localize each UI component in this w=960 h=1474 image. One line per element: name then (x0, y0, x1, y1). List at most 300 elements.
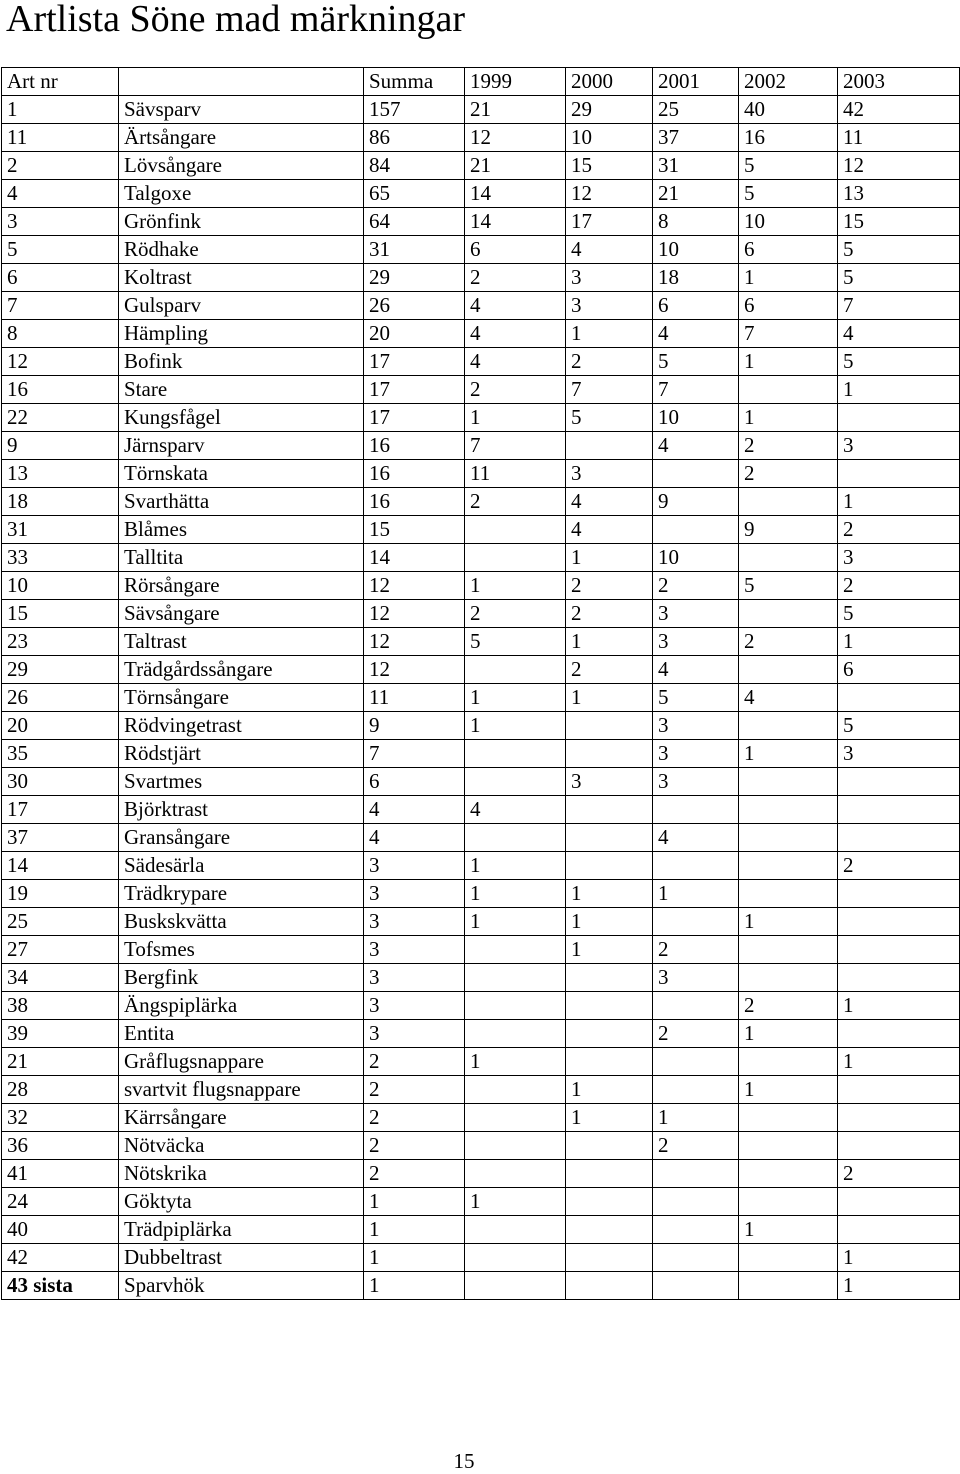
cell-y2000 (566, 1272, 653, 1300)
cell-species: Entita (119, 1020, 364, 1048)
species-table (1, 67, 960, 1300)
cell-species: Nötskrika (119, 1160, 364, 1188)
cell-species: Blåmes (119, 516, 364, 544)
cell-y2001: 1 (653, 880, 739, 908)
cell-species: Grönfink (119, 208, 364, 236)
cell-y2002 (739, 712, 838, 740)
cell-summa: 7 (364, 740, 465, 768)
cell-art-nr: 43 sista (2, 1272, 119, 1300)
cell-y2001: 10 (653, 404, 739, 432)
cell-summa: 65 (364, 180, 465, 208)
table-row (2, 1020, 960, 1048)
cell-species: Bergfink (119, 964, 364, 992)
cell-y2003 (838, 404, 960, 432)
table-row (2, 544, 960, 572)
cell-art-nr: 2 (2, 152, 119, 180)
cell-y2000: 3 (566, 264, 653, 292)
cell-art-nr: 39 (2, 1020, 119, 1048)
cell-y2002 (739, 824, 838, 852)
cell-y2003: 2 (838, 1160, 960, 1188)
document-title: Artlista Söne mad märkningar (6, 0, 466, 40)
cell-art-nr: 1 (2, 96, 119, 124)
cell-y2002 (739, 1104, 838, 1132)
cell-y1999: 1 (465, 908, 566, 936)
cell-species: Rödvingetrast (119, 712, 364, 740)
cell-y1999: 1 (465, 880, 566, 908)
cell-y2001 (653, 1160, 739, 1188)
cell-y1999 (465, 964, 566, 992)
cell-art-nr: 16 (2, 376, 119, 404)
cell-y2003: 11 (838, 124, 960, 152)
cell-species: Hämpling (119, 320, 364, 348)
table-row (2, 1132, 960, 1160)
cell-y2000: 3 (566, 768, 653, 796)
cell-species: Koltrast (119, 264, 364, 292)
cell-y2000: 29 (566, 96, 653, 124)
cell-y2000 (566, 1244, 653, 1272)
cell-summa: 12 (364, 628, 465, 656)
cell-species: Gulsparv (119, 292, 364, 320)
cell-art-nr: 14 (2, 852, 119, 880)
table-header-row (2, 68, 960, 96)
cell-y1999: 4 (465, 320, 566, 348)
cell-y2000: 1 (566, 628, 653, 656)
cell-y2000 (566, 1048, 653, 1076)
cell-summa: 2 (364, 1160, 465, 1188)
cell-y2001 (653, 1216, 739, 1244)
cell-y2001: 5 (653, 684, 739, 712)
table-row (2, 880, 960, 908)
cell-y2000: 1 (566, 1104, 653, 1132)
table-row (2, 936, 960, 964)
cell-y2002: 2 (739, 432, 838, 460)
cell-art-nr: 28 (2, 1076, 119, 1104)
cell-y1999 (465, 992, 566, 1020)
cell-y2001 (653, 1188, 739, 1216)
cell-species: Törnskata (119, 460, 364, 488)
cell-art-nr: 9 (2, 432, 119, 460)
cell-art-nr: 24 (2, 1188, 119, 1216)
cell-y2002: 9 (739, 516, 838, 544)
cell-y2002 (739, 376, 838, 404)
cell-species: svartvit flugsnappare (119, 1076, 364, 1104)
cell-summa: 3 (364, 936, 465, 964)
cell-summa: 16 (364, 432, 465, 460)
cell-art-nr: 22 (2, 404, 119, 432)
cell-y2003: 6 (838, 656, 960, 684)
cell-species: Sädesärla (119, 852, 364, 880)
table-row (2, 460, 960, 488)
cell-y2002: 4 (739, 684, 838, 712)
cell-y2000: 5 (566, 404, 653, 432)
cell-y2000: 3 (566, 292, 653, 320)
table-row (2, 656, 960, 684)
cell-art-nr: 25 (2, 908, 119, 936)
cell-y2000: 1 (566, 544, 653, 572)
cell-summa: 86 (364, 124, 465, 152)
cell-species: Trädkrypare (119, 880, 364, 908)
table-row (2, 236, 960, 264)
cell-y2001: 2 (653, 936, 739, 964)
cell-art-nr: 30 (2, 768, 119, 796)
table-row (2, 628, 960, 656)
cell-art-nr: 34 (2, 964, 119, 992)
cell-y2000: 10 (566, 124, 653, 152)
cell-y2000: 4 (566, 516, 653, 544)
cell-y2003 (838, 1216, 960, 1244)
cell-y2003 (838, 880, 960, 908)
cell-y2003: 15 (838, 208, 960, 236)
cell-y2000 (566, 432, 653, 460)
cell-y2001: 4 (653, 432, 739, 460)
cell-species: Svartmes (119, 768, 364, 796)
cell-y2003: 1 (838, 1272, 960, 1300)
cell-y2002 (739, 852, 838, 880)
cell-y1999 (465, 1216, 566, 1244)
cell-species: Gransångare (119, 824, 364, 852)
cell-art-nr: 38 (2, 992, 119, 1020)
cell-species: Rödhake (119, 236, 364, 264)
cell-art-nr: 19 (2, 880, 119, 908)
cell-y1999: 1 (465, 1188, 566, 1216)
cell-y2000 (566, 992, 653, 1020)
table-row (2, 348, 960, 376)
cell-art-nr: 40 (2, 1216, 119, 1244)
cell-art-nr: 8 (2, 320, 119, 348)
cell-species: Kungsfågel (119, 404, 364, 432)
cell-y2001: 2 (653, 1020, 739, 1048)
cell-y2001: 2 (653, 572, 739, 600)
cell-y2002 (739, 600, 838, 628)
cell-y2003: 2 (838, 852, 960, 880)
cell-y1999: 1 (465, 572, 566, 600)
cell-y2002: 5 (739, 180, 838, 208)
cell-summa: 14 (364, 544, 465, 572)
cell-y2003: 1 (838, 628, 960, 656)
table-row (2, 712, 960, 740)
cell-y2003: 1 (838, 1244, 960, 1272)
cell-y1999: 14 (465, 180, 566, 208)
cell-y2001: 3 (653, 628, 739, 656)
cell-y2002: 40 (739, 96, 838, 124)
cell-y2000 (566, 1216, 653, 1244)
cell-art-nr: 33 (2, 544, 119, 572)
cell-art-nr: 3 (2, 208, 119, 236)
cell-summa: 9 (364, 712, 465, 740)
cell-y2001: 3 (653, 712, 739, 740)
cell-y2002 (739, 1132, 838, 1160)
cell-y2000: 4 (566, 488, 653, 516)
page-number: 15 (453, 1449, 475, 1473)
table-row (2, 208, 960, 236)
cell-species: Rödstjärt (119, 740, 364, 768)
cell-y2002: 16 (739, 124, 838, 152)
cell-species: Trädpiplärka (119, 1216, 364, 1244)
cell-y2000: 4 (566, 236, 653, 264)
cell-y2000: 1 (566, 936, 653, 964)
cell-y2002: 5 (739, 572, 838, 600)
cell-y2003: 1 (838, 992, 960, 1020)
cell-art-nr: 37 (2, 824, 119, 852)
cell-y2002 (739, 936, 838, 964)
cell-y2003: 1 (838, 1048, 960, 1076)
table-row (2, 124, 960, 152)
cell-y2002: 7 (739, 320, 838, 348)
cell-art-nr: 10 (2, 572, 119, 600)
cell-summa: 3 (364, 964, 465, 992)
cell-y2001: 4 (653, 824, 739, 852)
cell-art-nr: 29 (2, 656, 119, 684)
cell-y1999: 21 (465, 152, 566, 180)
cell-y1999: 2 (465, 488, 566, 516)
cell-species: Stare (119, 376, 364, 404)
cell-art-nr: 31 (2, 516, 119, 544)
cell-y2003 (838, 796, 960, 824)
cell-y2003 (838, 768, 960, 796)
cell-y2000 (566, 1132, 653, 1160)
cell-y2000: 2 (566, 572, 653, 600)
cell-y2001: 37 (653, 124, 739, 152)
cell-y2002: 6 (739, 292, 838, 320)
cell-y2001: 21 (653, 180, 739, 208)
cell-y2002: 1 (739, 404, 838, 432)
cell-y1999 (465, 1104, 566, 1132)
cell-y2000: 1 (566, 908, 653, 936)
cell-y2001: 10 (653, 544, 739, 572)
cell-art-nr: 4 (2, 180, 119, 208)
table-row (2, 1076, 960, 1104)
cell-y2000: 3 (566, 460, 653, 488)
cell-y2000 (566, 964, 653, 992)
cell-summa: 2 (364, 1132, 465, 1160)
cell-y2001: 4 (653, 656, 739, 684)
table-row (2, 1048, 960, 1076)
cell-y2002: 1 (739, 1020, 838, 1048)
cell-y2003: 4 (838, 320, 960, 348)
cell-y2000 (566, 1020, 653, 1048)
cell-y2001: 3 (653, 740, 739, 768)
cell-y2000 (566, 740, 653, 768)
cell-summa: 12 (364, 656, 465, 684)
cell-species: Svarthätta (119, 488, 364, 516)
cell-y1999: 21 (465, 96, 566, 124)
table-row (2, 432, 960, 460)
cell-y2002 (739, 1160, 838, 1188)
cell-y2003 (838, 824, 960, 852)
cell-y2000 (566, 796, 653, 824)
cell-y2003: 5 (838, 600, 960, 628)
table-row (2, 684, 960, 712)
cell-art-nr: 6 (2, 264, 119, 292)
cell-y2003 (838, 684, 960, 712)
cell-y2000: 1 (566, 320, 653, 348)
header-cell-species (119, 68, 364, 96)
cell-species: Trädgårdssångare (119, 656, 364, 684)
cell-y2003: 13 (838, 180, 960, 208)
cell-y2002 (739, 1188, 838, 1216)
cell-y2003: 7 (838, 292, 960, 320)
cell-species: Bofink (119, 348, 364, 376)
cell-y1999 (465, 1272, 566, 1300)
header-cell-y2000: 2000 (566, 68, 653, 96)
table-row (2, 908, 960, 936)
table-row (2, 572, 960, 600)
cell-summa: 17 (364, 376, 465, 404)
cell-y1999 (465, 1020, 566, 1048)
cell-y2003: 1 (838, 376, 960, 404)
cell-species: Ängspiplärka (119, 992, 364, 1020)
cell-y2003: 2 (838, 516, 960, 544)
cell-species: Buskskvätta (119, 908, 364, 936)
cell-y2003 (838, 1020, 960, 1048)
cell-y2002: 1 (739, 264, 838, 292)
cell-y2003: 42 (838, 96, 960, 124)
cell-y2003 (838, 1188, 960, 1216)
table-row (2, 768, 960, 796)
cell-y2003: 3 (838, 740, 960, 768)
table-row (2, 180, 960, 208)
cell-y2002 (739, 964, 838, 992)
cell-y2003: 3 (838, 432, 960, 460)
cell-y2002 (739, 1244, 838, 1272)
header-cell-y2002: 2002 (739, 68, 838, 96)
cell-y2001: 9 (653, 488, 739, 516)
cell-species: Tofsmes (119, 936, 364, 964)
cell-summa: 6 (364, 768, 465, 796)
cell-y1999: 11 (465, 460, 566, 488)
table-row (2, 824, 960, 852)
table-row (2, 488, 960, 516)
cell-summa: 11 (364, 684, 465, 712)
cell-y2003 (838, 936, 960, 964)
cell-y1999 (465, 1244, 566, 1272)
cell-y1999: 4 (465, 348, 566, 376)
cell-summa: 12 (364, 572, 465, 600)
cell-y2001: 3 (653, 964, 739, 992)
cell-y2003: 5 (838, 348, 960, 376)
cell-y2000: 1 (566, 1076, 653, 1104)
cell-art-nr: 17 (2, 796, 119, 824)
table-row (2, 264, 960, 292)
table-row (2, 600, 960, 628)
cell-summa: 31 (364, 236, 465, 264)
cell-y2001: 25 (653, 96, 739, 124)
cell-y2000 (566, 1160, 653, 1188)
cell-species: Gråflugsnappare (119, 1048, 364, 1076)
cell-y2001: 5 (653, 348, 739, 376)
cell-species: Ärtsångare (119, 124, 364, 152)
cell-summa: 29 (364, 264, 465, 292)
cell-y1999: 5 (465, 628, 566, 656)
cell-art-nr: 12 (2, 348, 119, 376)
cell-y2003: 2 (838, 572, 960, 600)
cell-y2003 (838, 908, 960, 936)
cell-summa: 2 (364, 1048, 465, 1076)
cell-y2002: 1 (739, 1216, 838, 1244)
cell-y2003 (838, 1132, 960, 1160)
table-row (2, 376, 960, 404)
table-row (2, 992, 960, 1020)
cell-y2001: 4 (653, 320, 739, 348)
cell-summa: 2 (364, 1076, 465, 1104)
cell-species: Törnsångare (119, 684, 364, 712)
cell-species: Sävsångare (119, 600, 364, 628)
cell-summa: 12 (364, 600, 465, 628)
cell-summa: 2 (364, 1104, 465, 1132)
cell-art-nr: 35 (2, 740, 119, 768)
cell-y2000 (566, 712, 653, 740)
cell-species: Järnsparv (119, 432, 364, 460)
cell-art-nr: 27 (2, 936, 119, 964)
cell-species: Talltita (119, 544, 364, 572)
table-row (2, 320, 960, 348)
cell-y2002: 10 (739, 208, 838, 236)
cell-y2001 (653, 796, 739, 824)
cell-y1999: 7 (465, 432, 566, 460)
cell-y2001: 7 (653, 376, 739, 404)
cell-summa: 1 (364, 1272, 465, 1300)
cell-summa: 4 (364, 824, 465, 852)
cell-y2002 (739, 656, 838, 684)
cell-summa: 157 (364, 96, 465, 124)
cell-summa: 3 (364, 992, 465, 1020)
table-row (2, 404, 960, 432)
cell-y1999 (465, 740, 566, 768)
cell-art-nr: 23 (2, 628, 119, 656)
cell-y2000: 1 (566, 880, 653, 908)
cell-y1999 (465, 516, 566, 544)
cell-y2000: 12 (566, 180, 653, 208)
cell-y2001 (653, 460, 739, 488)
cell-y2002: 1 (739, 740, 838, 768)
cell-summa: 3 (364, 852, 465, 880)
cell-summa: 1 (364, 1244, 465, 1272)
cell-y2000 (566, 852, 653, 880)
cell-summa: 3 (364, 1020, 465, 1048)
table-row (2, 852, 960, 880)
cell-y2001: 10 (653, 236, 739, 264)
cell-y2000: 15 (566, 152, 653, 180)
table-row (2, 292, 960, 320)
cell-summa: 15 (364, 516, 465, 544)
cell-summa: 17 (364, 348, 465, 376)
cell-species: Sparvhök (119, 1272, 364, 1300)
cell-y2002 (739, 1272, 838, 1300)
cell-y2001 (653, 992, 739, 1020)
cell-art-nr: 36 (2, 1132, 119, 1160)
cell-y1999: 1 (465, 404, 566, 432)
cell-y2003 (838, 1104, 960, 1132)
table-row (2, 740, 960, 768)
cell-species: Taltrast (119, 628, 364, 656)
cell-y2002 (739, 880, 838, 908)
cell-y1999 (465, 656, 566, 684)
cell-y1999: 1 (465, 852, 566, 880)
cell-summa: 84 (364, 152, 465, 180)
table-row (2, 1244, 960, 1272)
table-row (2, 964, 960, 992)
cell-species: Dubbeltrast (119, 1244, 364, 1272)
cell-y2000 (566, 824, 653, 852)
cell-y2001: 6 (653, 292, 739, 320)
cell-species: Talgoxe (119, 180, 364, 208)
cell-y2000: 1 (566, 684, 653, 712)
cell-summa: 1 (364, 1216, 465, 1244)
cell-y1999 (465, 1132, 566, 1160)
table-row (2, 1104, 960, 1132)
cell-art-nr: 21 (2, 1048, 119, 1076)
cell-art-nr: 7 (2, 292, 119, 320)
